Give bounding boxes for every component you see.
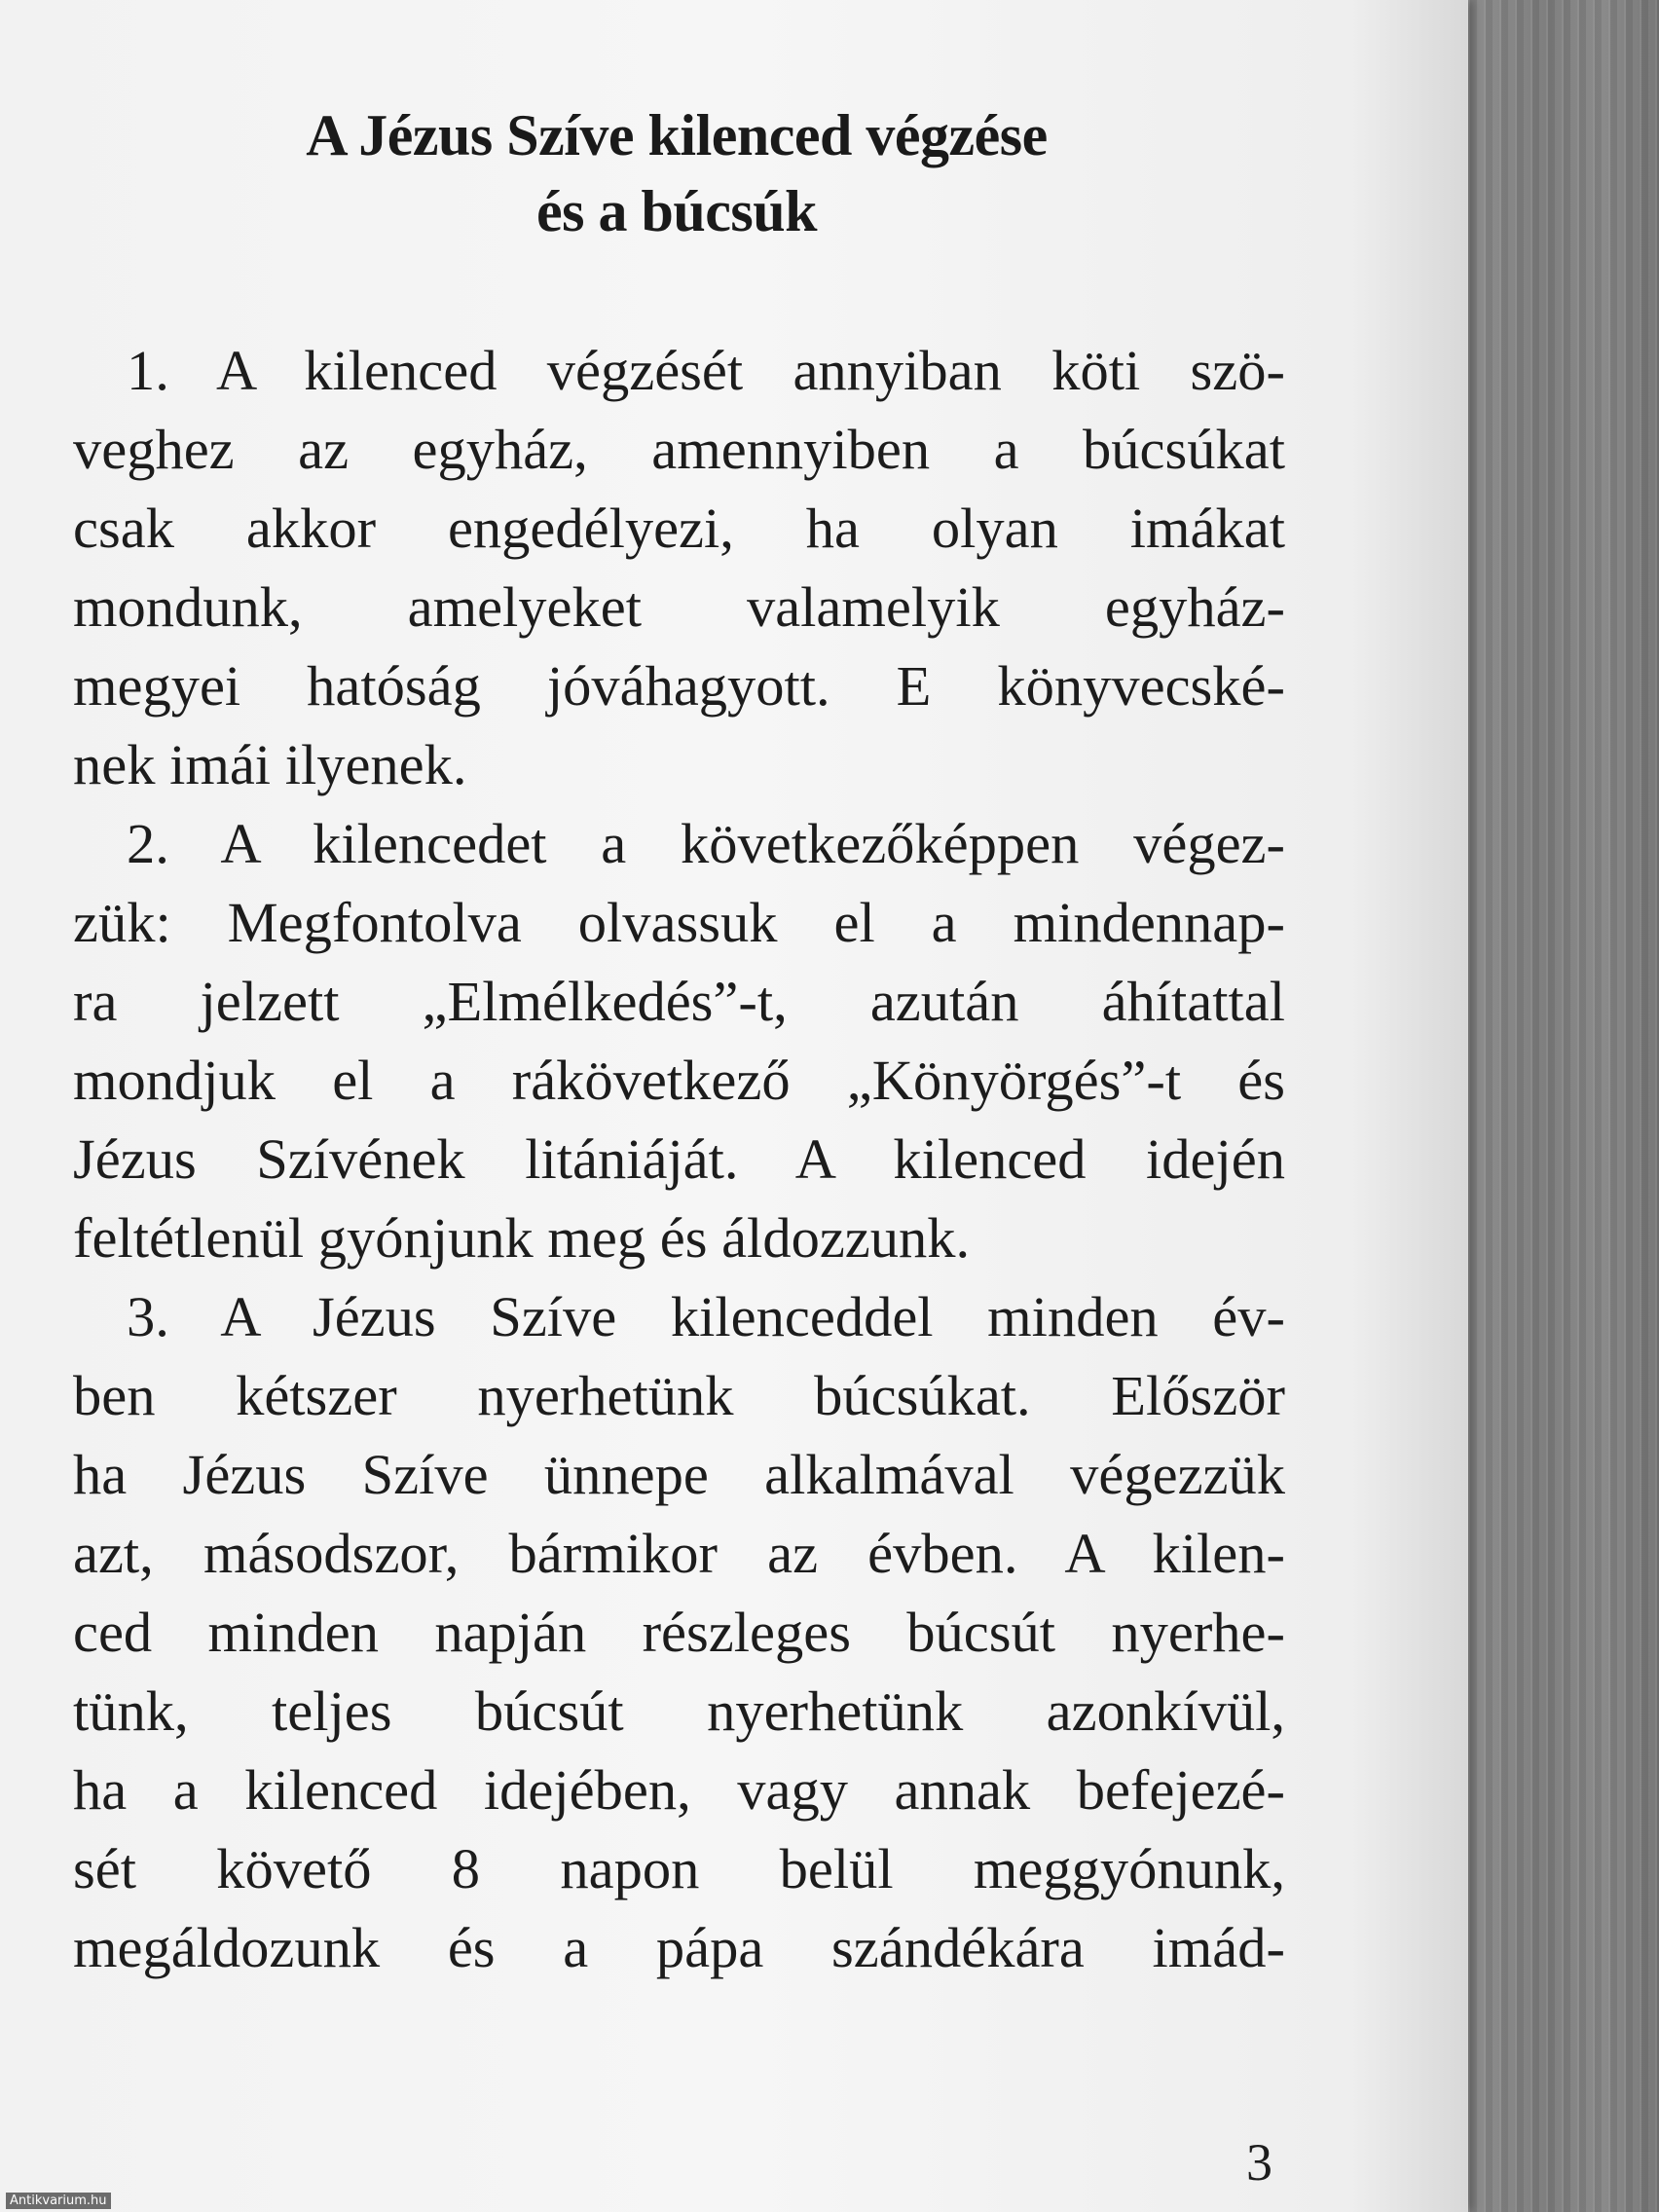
body-text bbox=[73, 331, 1285, 1987]
paragraph-1 bbox=[73, 331, 1285, 804]
text-line: megáldozunk és a pápa szándékára imád- bbox=[73, 1916, 1285, 1979]
text-line: feltétlenül gyónjunk meg és áldozzunk. bbox=[73, 1206, 971, 1270]
page-number: 3 bbox=[1246, 2133, 1272, 2192]
background-surface bbox=[1468, 0, 1659, 2212]
text-line: 3. A Jézus Szíve kilenceddel minden év- bbox=[127, 1285, 1285, 1348]
text-line: mondjuk el a rákövetkező „Könyörgés”-t és bbox=[73, 1049, 1285, 1112]
page-title-line-1: A Jézus Szíve kilenced végzése bbox=[306, 103, 1048, 167]
text-line: megyei hatóság jóváhagyott. E könyvecské- bbox=[73, 654, 1285, 718]
text-line: csak akkor engedélyezi, ha olyan imákat bbox=[73, 497, 1285, 560]
text-line: veghez az egyház, amennyiben a búcsúkat bbox=[73, 418, 1285, 481]
text-line: zük: Megfontolva olvassuk el a mindennap- bbox=[73, 891, 1285, 954]
watermark: Antikvarium.hu bbox=[6, 2193, 111, 2209]
paragraph-2 bbox=[73, 804, 1285, 1277]
page-title bbox=[136, 97, 1217, 249]
text-line: ha a kilenced idejében, vagy annak befejezé- bbox=[73, 1758, 1285, 1822]
text-line: ben kétszer nyerhetünk búcsúkat. Először bbox=[73, 1364, 1285, 1427]
text-line: azt, másodszor, bármikor az évben. A kilen- bbox=[73, 1522, 1285, 1585]
text-line: ha Jézus Szíve ünnepe alkalmával végezzük bbox=[73, 1443, 1285, 1506]
text-line: tünk, teljes búcsút nyerhetünk azonkívül, bbox=[73, 1679, 1285, 1743]
text-line: ced minden napján részleges búcsút nyerhe- bbox=[73, 1601, 1285, 1664]
text-line: mondunk, amelyeket valamelyik egyház- bbox=[73, 575, 1285, 639]
text-line: Jézus Szívének litániáját. A kilenced idején bbox=[73, 1127, 1285, 1191]
paragraph-3 bbox=[73, 1277, 1285, 1987]
text-line: ra jelzett „Elmélkedés”-t, azután áhítattal bbox=[73, 970, 1285, 1033]
text-line: sét követő 8 napon belül meggyónunk, bbox=[73, 1837, 1285, 1900]
page-title-line-2: és a búcsúk bbox=[536, 179, 817, 243]
text-line: 2. A kilencedet a következőképpen végez- bbox=[127, 812, 1285, 875]
text-line: 1. A kilenced végzését annyiban köti szö- bbox=[127, 339, 1285, 402]
text-line: nek imái ilyenek. bbox=[73, 733, 467, 796]
